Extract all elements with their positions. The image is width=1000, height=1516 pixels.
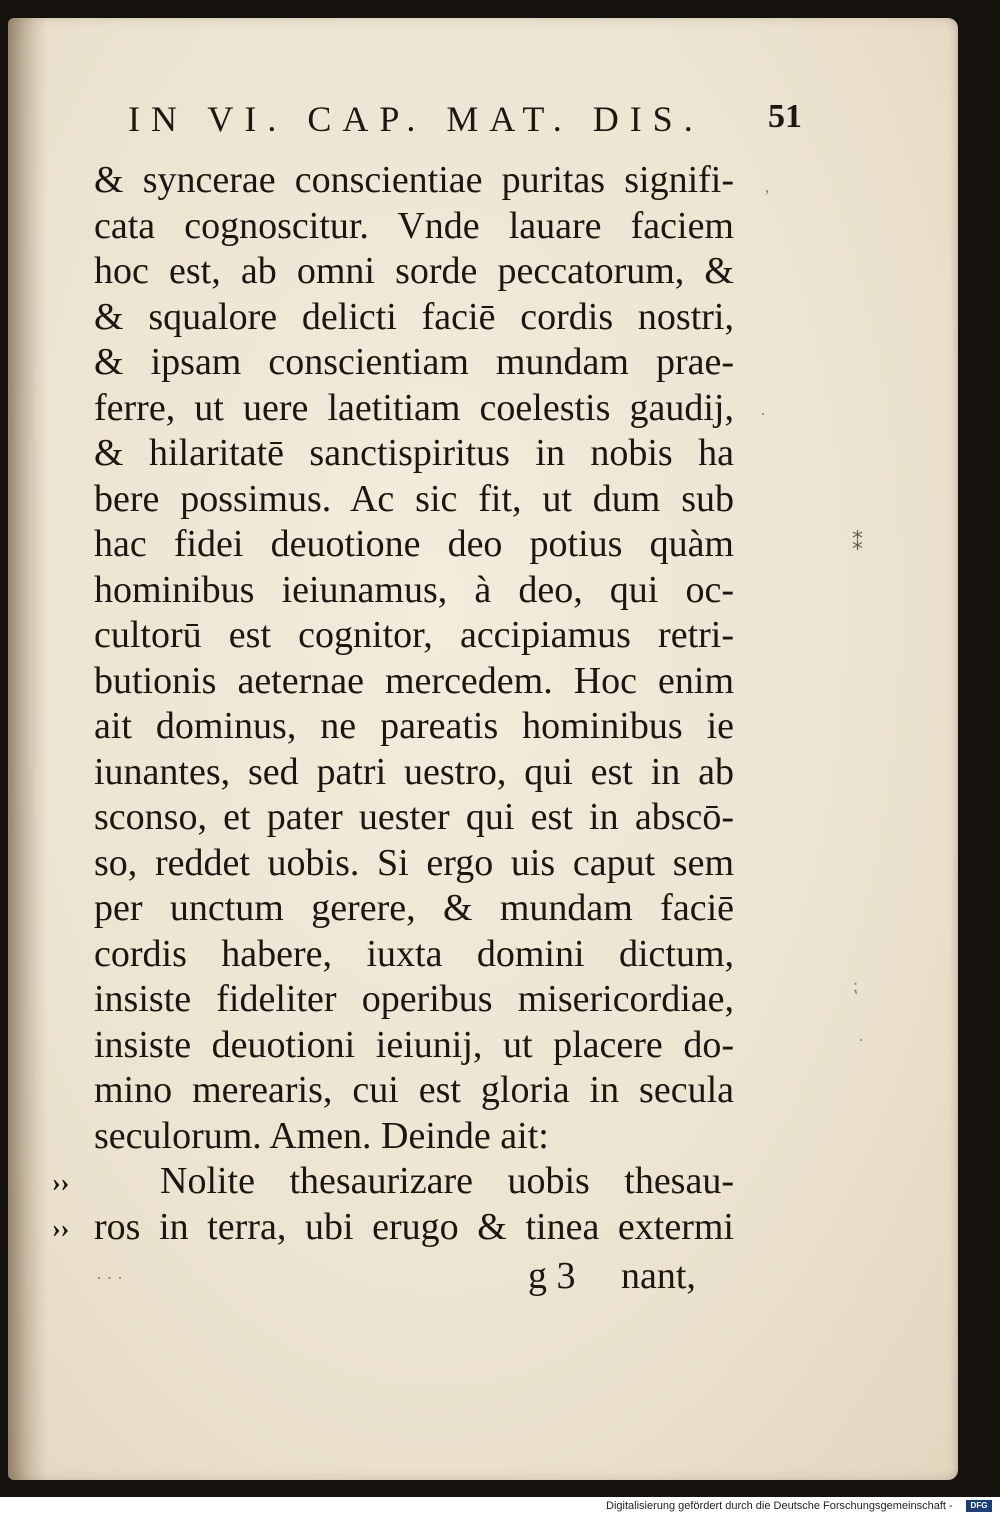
margin-quote-marks [52, 1160, 69, 1251]
text-line: bere possimus. Ac sic fit, ut dum sub [94, 477, 734, 520]
text-line: mino merearis, cui est gloria in secula [94, 1069, 734, 1111]
margin-speck: ⁏ [852, 976, 859, 996]
text-line: ait dominus, ne pareatis hominibus ie [94, 705, 734, 747]
text-line: & syncerae conscientiae puritas signifi- [94, 159, 734, 201]
margin-speck: · · · [96, 1268, 123, 1288]
text-line: ros in terra, ubi erugo & tinea extermi [94, 1205, 734, 1248]
margin-speck: ⁑ [852, 530, 863, 555]
text-line: per unctum gerere, & mundam faciē [94, 887, 734, 929]
text-line: butionis aeternae mercedem. Hoc enim [94, 659, 734, 702]
quote-mark: ›› [52, 1213, 70, 1243]
footer-credit: Digitalisierung gefördert durch die Deutsche Forschungsgemeinschaft - [606, 1500, 953, 1512]
catchword: nant, [621, 1255, 696, 1297]
body-text [94, 158, 734, 1250]
text-line: hoc est, ab omni sorde peccatorum, & [94, 250, 734, 292]
quote-mark: ›› [52, 1168, 70, 1197]
folio-number: 51 [768, 98, 802, 135]
text-line: ferre, ut uere laetitiam coelestis gaudij, [94, 386, 734, 429]
margin-speck: · [858, 1030, 864, 1050]
text-line: cata cognoscitur. Vnde lauare faciem [94, 204, 734, 247]
text-line: insiste deuotioni ieiunij, ut placere do- [94, 1023, 734, 1066]
signature-line [528, 1254, 696, 1298]
spine-shadow [8, 18, 48, 1480]
text-line: hac fidei deuotione deo potius quàm [94, 523, 734, 565]
text-line: Nolite thesaurizare uobis thesau- [160, 1160, 734, 1202]
text-line: so, reddet uobis. Si ergo uis caput sem [94, 841, 734, 884]
text-line: & squalore delicti faciē cordis nostri, [94, 295, 734, 338]
text-line: sconso, et pater uester qui est in abscō- [94, 796, 734, 838]
running-head: IN VI. CAP. MAT. DIS. [128, 99, 704, 139]
text-line: cultorū est cognitor, accipiamus retri- [94, 614, 734, 656]
text-line: & ipsam conscientiam mundam prae- [94, 341, 734, 383]
text-line: seculorum. Amen. Deinde ait: [94, 1114, 549, 1157]
text-line: iunantes, sed patri uestro, qui est in ab [94, 750, 734, 793]
text-line: insiste fideliter operibus misericordiae, [94, 978, 734, 1020]
text-line: cordis habere, iuxta domini dictum, [94, 932, 734, 975]
margin-speck: · [760, 404, 766, 424]
text-line: hominibus ieiunamus, à deo, qui oc- [94, 568, 734, 611]
margin-speck: ‚ [764, 176, 770, 196]
text-line: & hilaritatē sanctispiritus in nobis ha [94, 432, 734, 474]
dfg-logo: DFG [966, 1500, 992, 1512]
signature-mark: g 3 [528, 1255, 576, 1297]
